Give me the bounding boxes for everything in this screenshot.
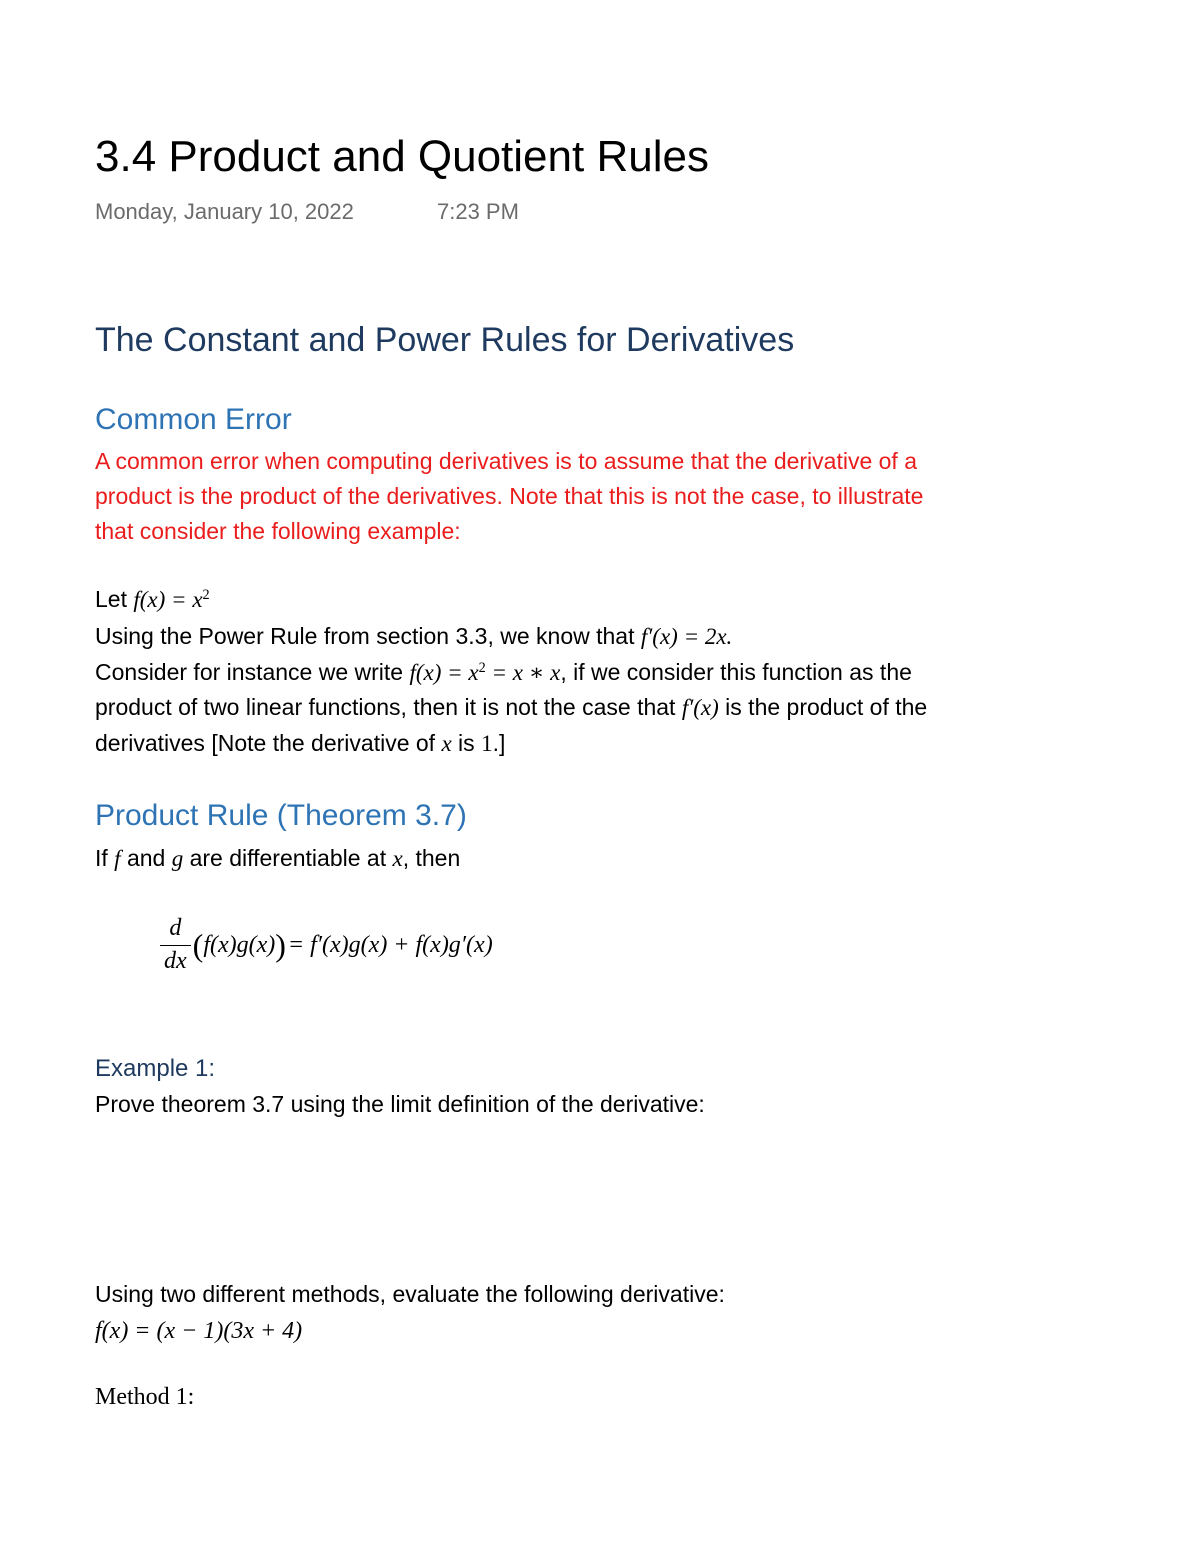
let-line <box>95 586 210 613</box>
common-error-line-1: A common error when computing derivatives is to assume that the derivative of a <box>95 448 918 474</box>
method-1-label: Method 1: <box>95 1384 195 1410</box>
product-rule-statement <box>95 845 460 872</box>
close-paren: ) <box>275 927 286 963</box>
common-error-heading: Common Error <box>95 403 292 436</box>
let-math: f(x) = x <box>133 587 203 612</box>
deriv-text: derivatives [Note the derivative of <box>95 730 442 756</box>
product-line <box>95 694 927 721</box>
product-rest: is the product of the <box>718 694 928 720</box>
let-exponent: 2 <box>202 587 210 604</box>
common-error-line-3: that consider the following example: <box>95 518 461 544</box>
deriv-is: is <box>451 730 482 756</box>
power-rule-text: Using the Power Rule from section 3.3, we know that <box>95 623 641 649</box>
formula-rhs: = f′(x)g(x) + f(x)g′(x) <box>287 931 493 958</box>
two-methods-function: f(x) = (x − 1)(3x + 4) <box>95 1318 303 1344</box>
if-text: If <box>95 845 115 871</box>
x-symbol: x <box>392 846 403 871</box>
example-1-prompt: Prove theorem 3.7 using the limit definition of the derivative: <box>95 1091 705 1117</box>
note-date: Monday, January 10, 2022 <box>95 199 354 224</box>
fraction-numerator: d <box>169 915 182 941</box>
note-time: 7:23 PM <box>437 199 519 224</box>
consider-rest: , if we consider this function as the <box>560 659 912 685</box>
formula-inner: f(x)g(x) <box>203 931 276 958</box>
section-heading: The Constant and Power Rules for Derivatives <box>95 321 795 359</box>
and-text: and <box>120 845 172 871</box>
page-title: 3.4 Product and Quotient Rules <box>95 132 709 181</box>
product-rule-formula <box>160 915 493 975</box>
example-1-heading: Example 1: <box>95 1055 216 1082</box>
derivatives-note-line <box>95 730 505 757</box>
fraction-denominator: dx <box>160 945 191 975</box>
derivative-fraction <box>160 915 191 975</box>
product-math: f′(x) <box>681 695 719 720</box>
consider-math: f(x) = x <box>409 660 479 685</box>
consider-line <box>95 659 912 686</box>
consider-math-2: = x ∗ x <box>485 660 561 685</box>
deriv-one: 1 <box>481 731 493 756</box>
deriv-end: .] <box>492 730 506 756</box>
consider-text: Consider for instance we write <box>95 659 410 685</box>
two-methods-prompt: Using two different methods, evaluate the following derivative: <box>95 1281 725 1307</box>
let-text: Let <box>95 586 134 612</box>
diff-text: are differentiable at <box>183 845 393 871</box>
product-text: product of two linear functions, then it is not the case that <box>95 694 682 720</box>
common-error-line-2: product is the product of the derivatives. Note that this is not the case, to illustrate <box>95 483 924 509</box>
f-symbol: f <box>114 846 121 871</box>
g-symbol: g <box>171 846 184 871</box>
product-rule-heading: Product Rule (Theorem 3.7) <box>95 799 467 832</box>
consider-exponent: 2 <box>478 660 486 677</box>
open-paren: ( <box>192 927 204 963</box>
deriv-math: x <box>441 731 452 756</box>
power-rule-line <box>95 623 732 650</box>
then-text: , then <box>402 845 461 871</box>
power-rule-math: f′(x) = 2x. <box>640 624 733 649</box>
